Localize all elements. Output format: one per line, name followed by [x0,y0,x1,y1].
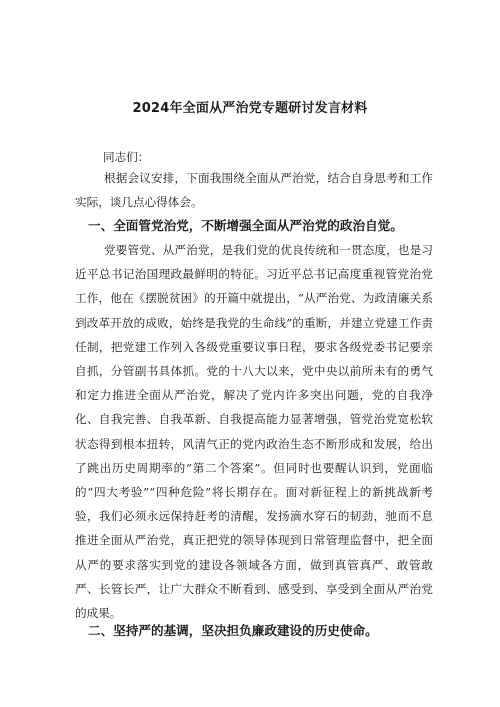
section-heading-2: 二、坚持严的基调，坚决担负廉政建设的历史使命。 [88,623,378,638]
section-heading-1: 一、全面管党治党，不断增强全面从严治党的政治自觉。 [88,218,403,233]
document-title: 2024年全面从严治党专题研讨发言材料 [132,101,368,116]
greeting: 同志们： [103,150,150,164]
section-1-paragraph: 党要管党、从严治党，是我们党的优良传统和一贯态度，也是习近平总书记治国理政最鲜明的特征。习近平总书记高度重视管党治党工作，他在《摆脱贫困》的开篇中就提出，“从严治党、为政清廉关系到改革开放的成败，始终是我党的生命线”的重断，并建立党建工作责任制，把党建工作列入各级党重要议事日程，要求各级党委书记要亲自抓，分管副书具体抓。党的十八大以来，党中央以前所未有的勇气和定力推进全面从严治党，解决了党内许多突出问题，党的自我净化、自我完善、自我革新、自我提高能力显著增强，管党治党宽松软状态得到根本扭转，风清气正的党内政治生态不断形成和发展，给出了跳出历史周期率的“第二个答案”。但同时也要醒认识到，党面临的“四大考验”“四种危险”将长期存在。面对新征程上的新挑战新考验，我们必须永远保持赶考的清醒，发扬滴水穿石的韧劲，驰而不息推进全面从严治党，真正把党的领导体现到日常管理监督中，把全面从严的要求落实到党的建设各领域各方面，做到真管真严、敢管敢严、长管长严，让广大群众不断看到、感受到、享受到全面从严治党的成果。 [75,243,433,621]
intro-paragraph: 根据会议安排，下面我围绕全面从严治党，结合自身思考和工作实际，谈几点心得体会。 [75,171,433,209]
